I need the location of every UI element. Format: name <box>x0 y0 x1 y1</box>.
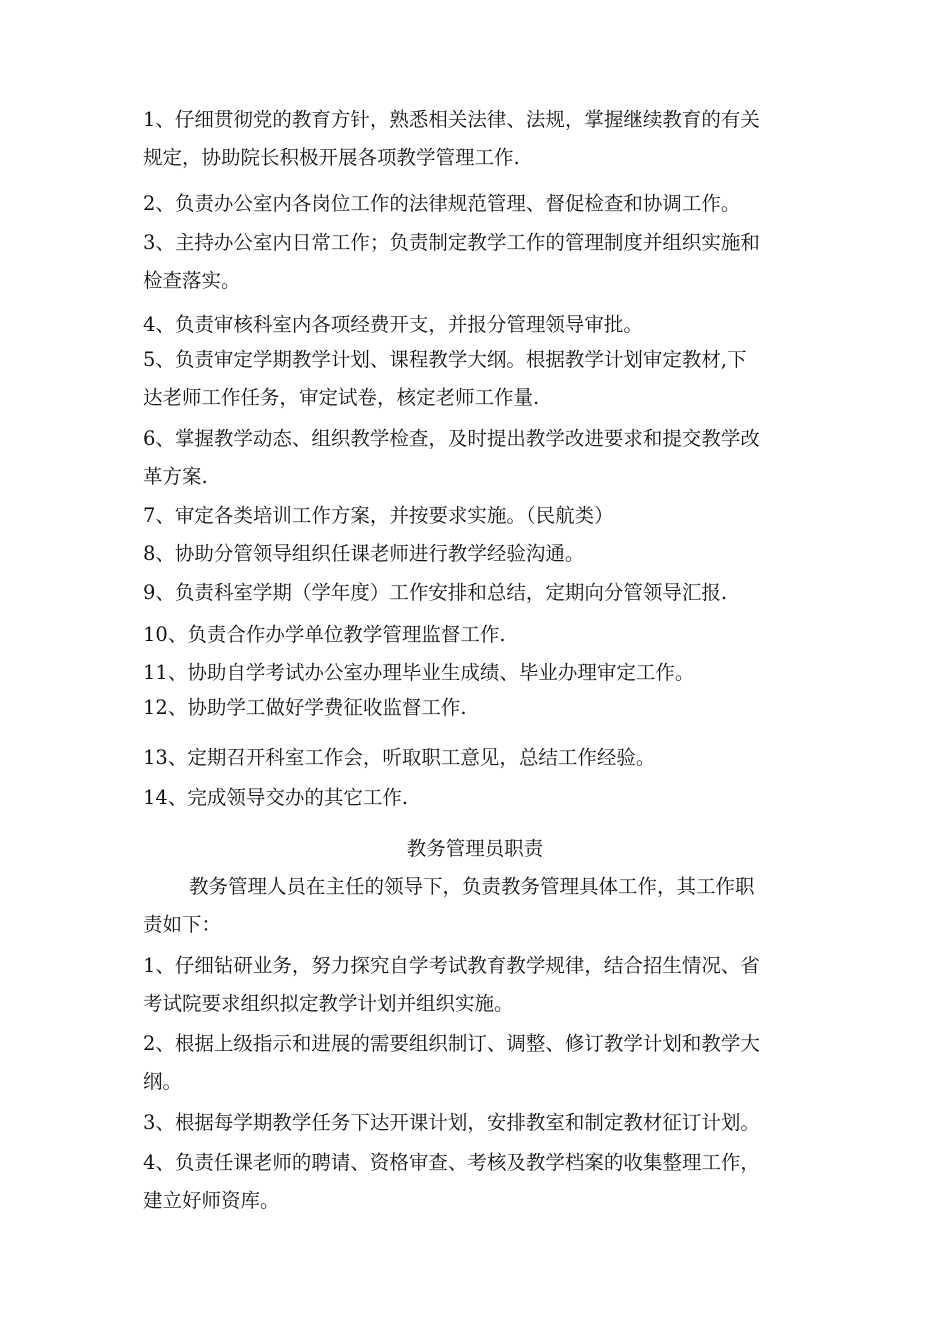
intro-line-2: 责如下： <box>143 913 222 936</box>
duty-item-3-line-1: 3、主持办公室内日常工作；负责制定教学工作的管理制度并组织实施和 <box>143 231 760 254</box>
duty-item-8: 8、协助分管领导组织任课老师进行教学经验沟通。 <box>143 542 585 565</box>
staff-duty-2-line-1: 2、根据上级指示和进展的需要组织制订、调整、修订教学计划和教学大 <box>143 1032 760 1055</box>
staff-duty-4-line-2: 建立好师资库。 <box>143 1189 280 1212</box>
duty-item-3-line-2: 检查落实。 <box>143 269 241 292</box>
staff-duty-1-line-2: 考试院要求组织拟定教学计划并组织实施。 <box>143 992 514 1015</box>
duty-item-2: 2、负责办公室内各岗位工作的法律规范管理、督促检查和协调工作。 <box>143 192 741 215</box>
duty-item-11: 11、协助自学考试办公室办理毕业生成绩、毕业办理审定工作。 <box>143 661 695 684</box>
duty-item-1-line-2: 规定，协助院长积极开展各项教学管理工作. <box>143 146 520 169</box>
staff-duty-3: 3、根据每学期教学任务下达开课计划，安排教室和制定教材征订计划。 <box>143 1111 760 1134</box>
duty-item-1-line-1: 1、仔细贯彻党的教育方针，熟悉相关法律、法规，掌握继续教育的有关 <box>143 108 760 131</box>
staff-duty-1-line-1: 1、仔细钻研业务，努力探究自学考试教育教学规律，结合招生情况、省 <box>143 954 760 977</box>
duty-item-13: 13、定期召开科室工作会，听取职工意见，总结工作经验。 <box>143 746 656 769</box>
duty-item-5-line-1: 5、负责审定学期教学计划、课程教学大纲。根据教学计划审定教材,下 <box>143 348 747 371</box>
duty-item-7: 7、审定各类培训工作方案，并按要求实施。（民航类） <box>143 504 614 527</box>
intro-line-1: 教务管理人员在主任的领导下，负责教务管理具体工作，其工作职 <box>189 875 755 898</box>
duty-item-6-line-1: 6、掌握教学动态、组织教学检查，及时提出教学改进要求和提交教学改 <box>143 427 760 450</box>
duty-item-12: 12、协助学工做好学费征收监督工作. <box>143 696 467 719</box>
section-title: 教务管理员职责 <box>406 837 544 860</box>
duty-item-10: 10、负责合作办学单位教学管理监督工作. <box>143 623 506 646</box>
staff-duty-2-line-2: 纲。 <box>143 1070 183 1093</box>
duty-item-14: 14、完成领导交办的其它工作. <box>143 786 409 809</box>
duty-item-9: 9、负责科室学期（学年度）工作安排和总结，定期向分管领导汇报. <box>143 581 728 604</box>
staff-duty-4-line-1: 4、负责任课老师的聘请、资格审查、考核及教学档案的收集整理工作， <box>143 1151 760 1174</box>
duty-item-4: 4、负责审核科室内各项经费开支，并报分管理领导审批。 <box>143 313 643 336</box>
duty-item-6-line-2: 革方案. <box>143 465 208 488</box>
duty-item-5-line-2: 达老师工作任务，审定试卷，核定老师工作量. <box>143 386 540 409</box>
